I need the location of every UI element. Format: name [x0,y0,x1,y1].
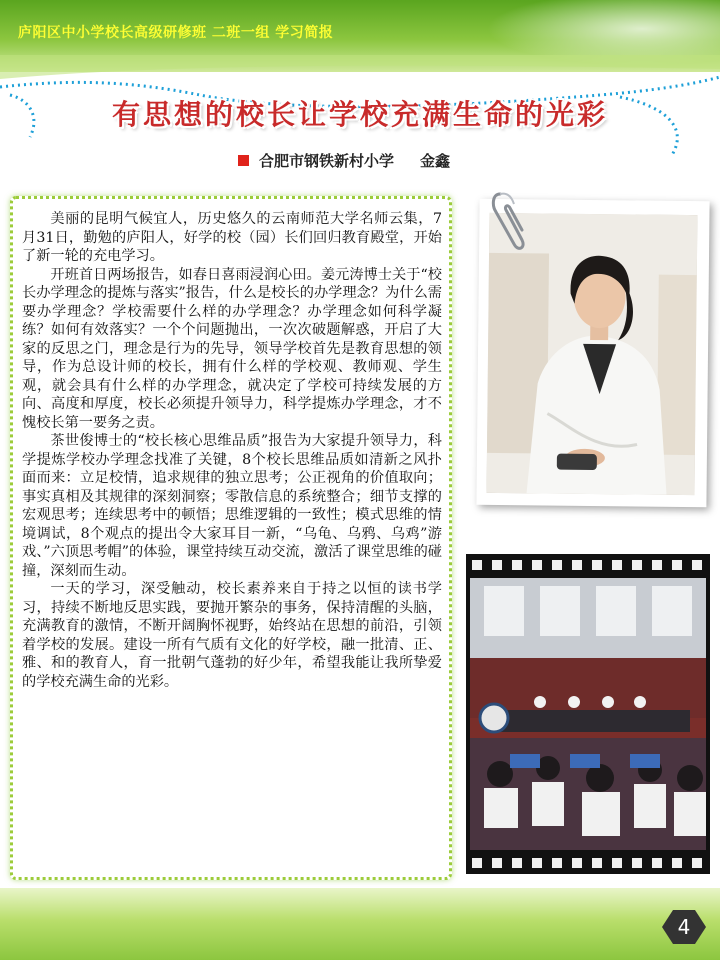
film-holes-top [472,560,704,570]
byline-author: 金鑫 [420,152,451,170]
article-paragraph-2: 开班首日两场报告，如春日喜雨浸润心田。姜元涛博士关于“校长办学理念的提炼与落实”报告，什么是校长的办学理念？为什么需要办学理念？学校需要什么样的办学理念？办学理念如何科学凝练？如何有效落实？一个个问题抛出，一次次破题解惑，开启了大家的反思之门，理念是行为的先导，领导学校首先是教育思想的领导，作为总设计师的校长，拥有什么样的学校观、教师观、学生观，就会具有什么样的办学理念，就决定了学校可持续发展的方向、高度和厚度，校长必须提升领导力，科学提炼办学理念，才不愧校长第一要务之责。 [22,266,442,431]
event-photo-filmstrip [466,554,710,874]
film-holes-bottom [472,858,704,868]
footer-band [0,888,720,960]
article-body [22,210,442,691]
paperclip-icon [488,186,528,256]
page-number: 4 [677,915,691,939]
byline-school: 合肥市钢铁新村小学 [259,152,395,170]
article-paragraph-4: 一天的学习，深受触动，校长素养来自于持之以恒的读书学习，持续不断地反思实践，要抛开繁杂的事务，保持清醒的头脑，充满教育的激情，不断开阔胸怀视野，始终站在思想的前沿，引领着学校的发展。建设一所有气质有文化的好学校，融一批清、正、雅、和的教育人，育一批朝气蓬勃的好少年，希望我能让我所挚爱的学校充满生命的光彩。 [22,581,442,690]
article-paragraph-1: 美丽的昆明气候宜人，历史悠久的云南师范大学名师云集，7月31日，勤勉的庐阳人，好学的校（园）长们回归教育殿堂，开始了新一轮的充电学习。 [22,211,442,264]
conference-photo [470,578,706,850]
article-paragraph-3: 茶世俊博士的“校长核心思维品质”报告为大家提升领导力，科学提炼学校办学理念找准了关键，8个校长思维品质如清新之风扑面而来：立足校情，追求规律的独立思考；公正视角的价值取向；事实真相及其规律的深刻洞察；零散信息的系统整合；细节支撑的宏观思考；连续思考中的顿悟；思维逻辑的一致性；模式思维的情境调试，8个观点的提出令大家耳目一新，“乌龟、乌鸦、乌鸡”游戏、”六顶思考帽”的体验，课堂持续互动交流，激活了课堂思维的碰撞，深刻而生动。 [22,433,442,579]
red-square-bullet-icon [238,155,249,166]
header-title: 庐阳区中小学校长高级研修班 二班一组 学习简报 [18,25,334,41]
byline [238,150,450,171]
main-heading: 有思想的校长让学校充满生命的光彩 [111,98,608,131]
